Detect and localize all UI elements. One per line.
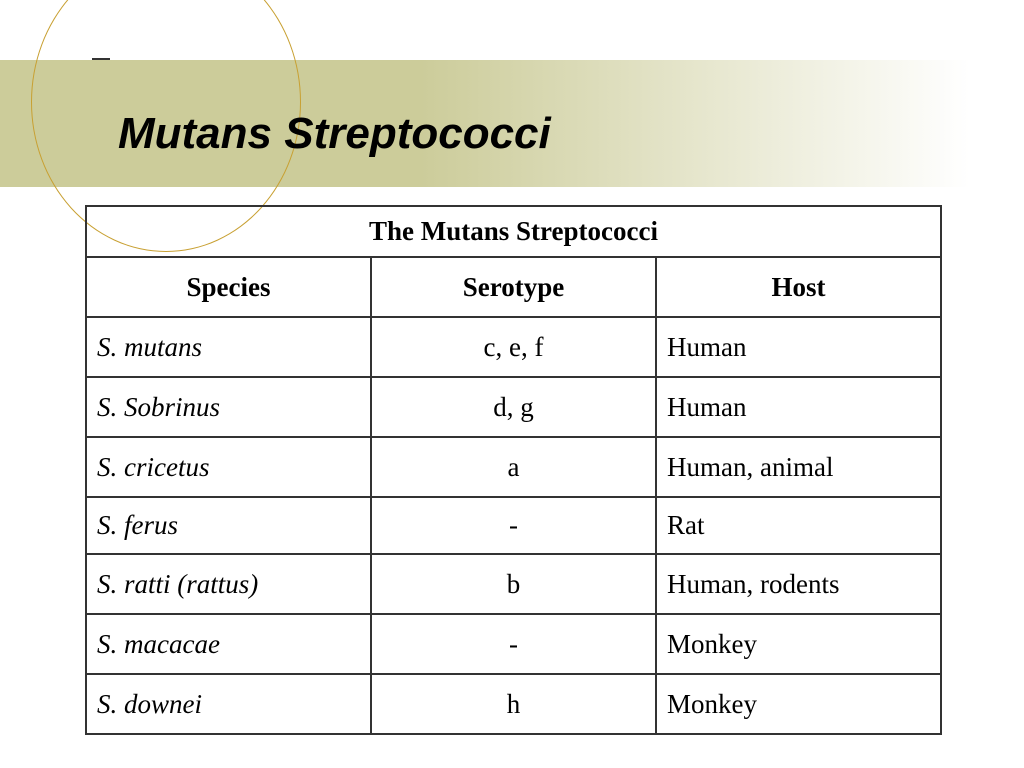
table-row [86, 437, 941, 497]
species-cell: S. cricetus [86, 437, 371, 497]
serotype-cell: h [371, 674, 656, 734]
table-row [86, 317, 941, 377]
species-cell: S. ferus [86, 497, 371, 554]
species-cell: S. macacae [86, 614, 371, 674]
table-row [86, 554, 941, 614]
table-header-row [86, 257, 941, 317]
column-header-host: Host [656, 257, 941, 317]
serotype-cell: - [371, 497, 656, 554]
table-row [86, 674, 941, 734]
column-header-species: Species [86, 257, 371, 317]
serotype-cell: b [371, 554, 656, 614]
host-cell: Human [656, 317, 941, 377]
serotype-cell: a [371, 437, 656, 497]
table-caption: The Mutans Streptococci [86, 206, 941, 257]
host-cell: Human [656, 377, 941, 437]
serotype-cell: c, e, f [371, 317, 656, 377]
slide-title: Mutans Streptococci [118, 109, 551, 158]
streptococci-table [85, 205, 942, 735]
species-cell: S. mutans [86, 317, 371, 377]
species-cell: S. ratti (rattus) [86, 554, 371, 614]
decorative-dash [92, 58, 110, 60]
host-cell: Monkey [656, 674, 941, 734]
serotype-cell: d, g [371, 377, 656, 437]
host-cell: Human, animal [656, 437, 941, 497]
table-caption-row [86, 206, 941, 257]
species-cell: S. downei [86, 674, 371, 734]
serotype-cell: - [371, 614, 656, 674]
species-cell: S. Sobrinus [86, 377, 371, 437]
host-cell: Human, rodents [656, 554, 941, 614]
host-cell: Monkey [656, 614, 941, 674]
table-row [86, 614, 941, 674]
table-row [86, 497, 941, 554]
host-cell: Rat [656, 497, 941, 554]
table-row [86, 377, 941, 437]
column-header-serotype: Serotype [371, 257, 656, 317]
